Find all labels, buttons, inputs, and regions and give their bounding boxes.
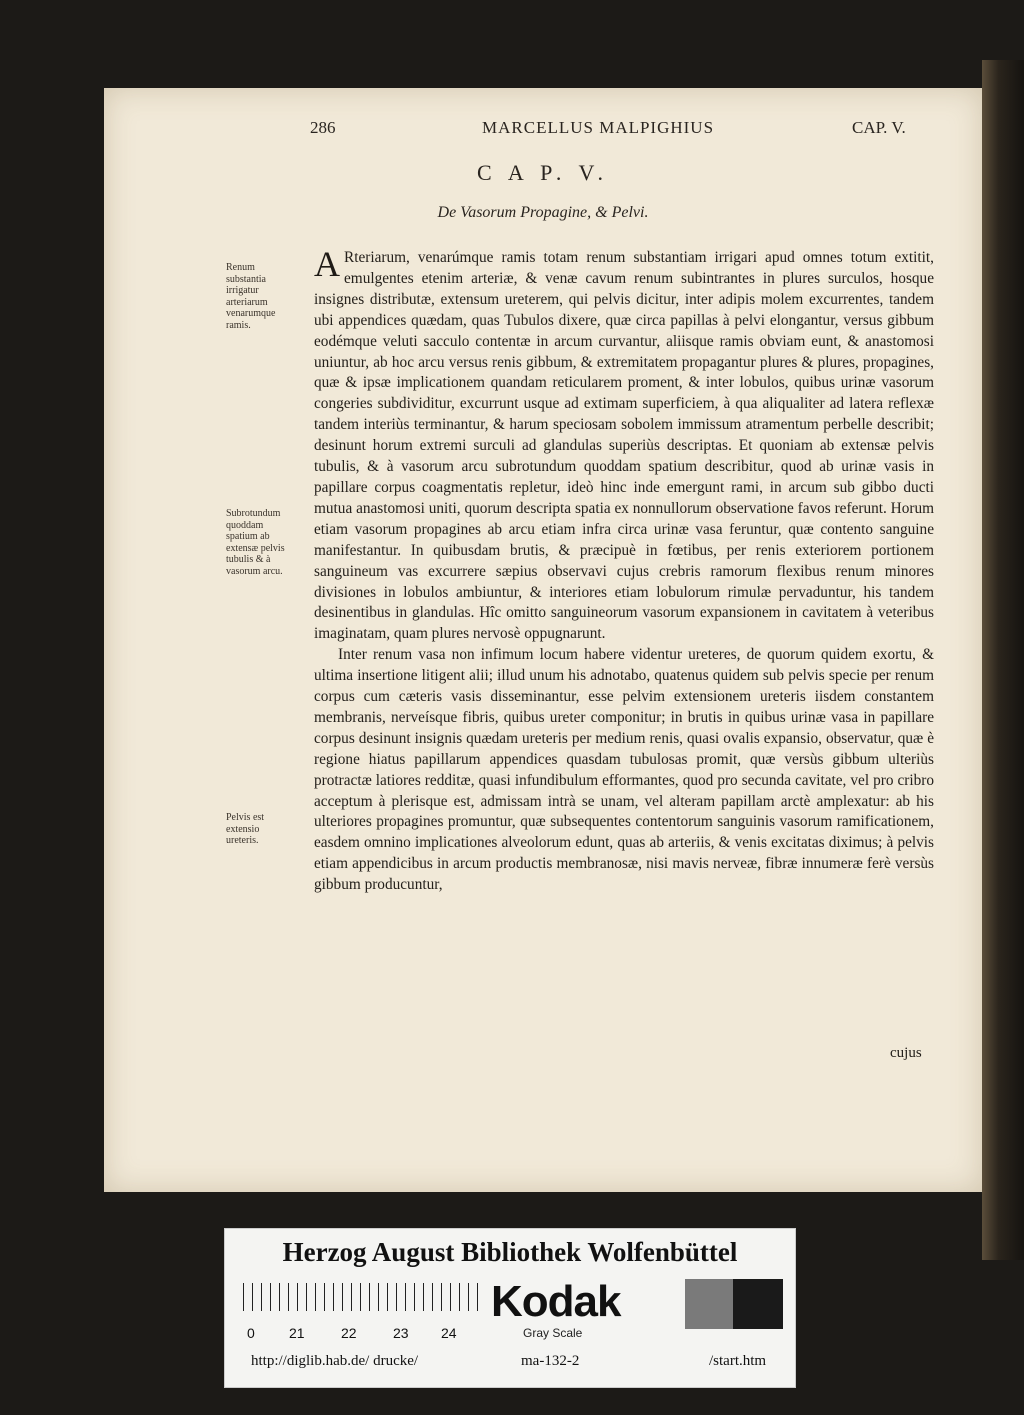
ruler-number: 23 <box>393 1325 409 1341</box>
book-spine-shadow <box>982 60 1024 1260</box>
paragraph-1 <box>314 244 934 645</box>
body-text <box>314 244 934 896</box>
start-link: /start.htm <box>709 1353 767 1369</box>
catchword: cujus <box>890 1045 922 1061</box>
drop-cap: A <box>314 244 340 284</box>
library-name: Herzog August Bibliothek Wolfenbüttel <box>282 1237 738 1267</box>
margin-note-1: Renum substantia irrigatur arteriarum venarumque ramis. <box>226 262 276 331</box>
paragraph-1-text: Rteriarum, venarúmque ramis totam renum substantiam irrigari apud omnes totum extitit, emulgentes etenim arteriæ, & venæ cavum renum subintrantes in plures surculos, hosque insignes distributæ, extensum ureterem, qui pelvis dicitur, inter adipis molem excurrentes, tandem ubi appendices quædam, quas Tubulos dixere, quæ circa papillas à pelvi elongantur, versus gibbum eodémque veluti sacculo contentæ in arcum curvantur, aliisque ramis obviam eunt, & anastomosi uniuntur, ab hoc arcu versus renis gibbum, & extremitatem propagantur plures & plures, propagines, quæ & ipsæ implicationem quandam reticularem proment, & inter lobulos, quibus urinæ vasorum congeries subdividitur, excurrunt usque ad extimam superficiem, à qua aliqualiter ad latera reflexæ tandem interiùs terminantur, & harum speciosam sobolem immissum atramentum perbelle describit; desinunt horum extremi surculi ad glandulas superiùs descriptas. Et quoniam ab extensæ pelvis tubulis, & à vasorum arcu subrotundum quoddam spatium describitur, quod ab urinæ vasis in papillare corpus coagmentatis repletur, ideò hinc inde emergunt rami, in arcum sub gibbo ducti mutua anastomosi uniti, quorum descripta spatia ex nonnullorum observatione favos referunt. Horum etiam vasorum propagines ab arcu etiam infra circa urinæ vasa feruntur, quæ contento sanguine manifestantur. In quibusdam brutis, & præcipuè in fœtibus, per renis exteriorem portionem sanguineum vas excurrere sæpius observavi cujus crebris ramorum flexibus renum minores divisiones in lobulos ambiuntur, & interiores etiam lobulorum rimulæ pervaduntur, his tandem desinentibus in glandulas. Hîc omitto sanguineorum vasorum expansionem in cavitatem à veteribus imaginatam, quam plures nervosè oppugnarunt. <box>314 249 934 643</box>
ruler-number: 24 <box>441 1325 457 1341</box>
ruler-number: 21 <box>289 1325 305 1341</box>
gray-swatch-mid <box>685 1279 733 1329</box>
running-head <box>104 118 982 144</box>
ruler-number: 0 <box>247 1325 255 1341</box>
kodak-logo: Kodak <box>491 1277 621 1326</box>
shelfmark: ma-132-2 <box>521 1353 580 1369</box>
library-url: http://diglib.hab.de/ drucke/ <box>251 1353 419 1369</box>
library-card <box>224 1228 796 1388</box>
chapter-subtitle: De Vasorum Propagine, & Pelvi. <box>437 204 649 221</box>
scale-ruler <box>243 1283 479 1324</box>
chapter-title: C A P. V. <box>476 160 610 185</box>
gray-swatch-dark <box>733 1279 783 1329</box>
ruler-number: 22 <box>341 1325 357 1341</box>
margin-note-3: Pelvis est extensio ureteris. <box>226 812 265 847</box>
margin-note-2: Subrotundum quoddam spatium ab extensæ pelvis tubulis & à vasorum arcu. <box>226 508 285 577</box>
paragraph-2: Inter renum vasa non infimum locum habere videntur ureteres, de quorum quidem exortu, & ultima insertione litigent alii; illud unum his adnotabo, quatenus quidem sub pelvis specie per renum corpus cum cæteris vasis disseminantur, esse pelvim extensionem ureteris iisdem constantem membranis, nerveísque fibris, quibus ureter componitur; in brutis in quibus urinæ vasa in papillare corpus desinunt insignis quædam ureteris per medium renis, quasi ovalis expansio, observatur, quæ è regione hiatus papillarum appendices quasdam tubulosas promit, quæ versùs gibbum ulteriùs protractæ latiores redditæ, quasi infundibulum efformantes, quod pro secunda cavitate, vel pro cribro acceptum à plerisque est, admissam intrà se unam, vel alteram papillam arctè amplexatur: ab his ulteriores propagines promuntur, quæ subsequentes contentorum sanguinis vasorum ramificationem, easdem omnino implicationes alveolorum edunt, quas ab arteriis, & venis excitatas diximus; à pelvis etiam appendicibus in arcum productis membranosæ, nisi mavis nerveæ, fibræ innumeræ ferè versùs gibbum producuntur, <box>314 646 934 894</box>
running-author: MARCELLUS MALPIGHIUS <box>482 118 715 137</box>
running-chapter: CAP. V. <box>852 118 906 137</box>
gray-scale-label: Gray Scale <box>523 1326 583 1340</box>
page-number: 286 <box>310 118 336 137</box>
